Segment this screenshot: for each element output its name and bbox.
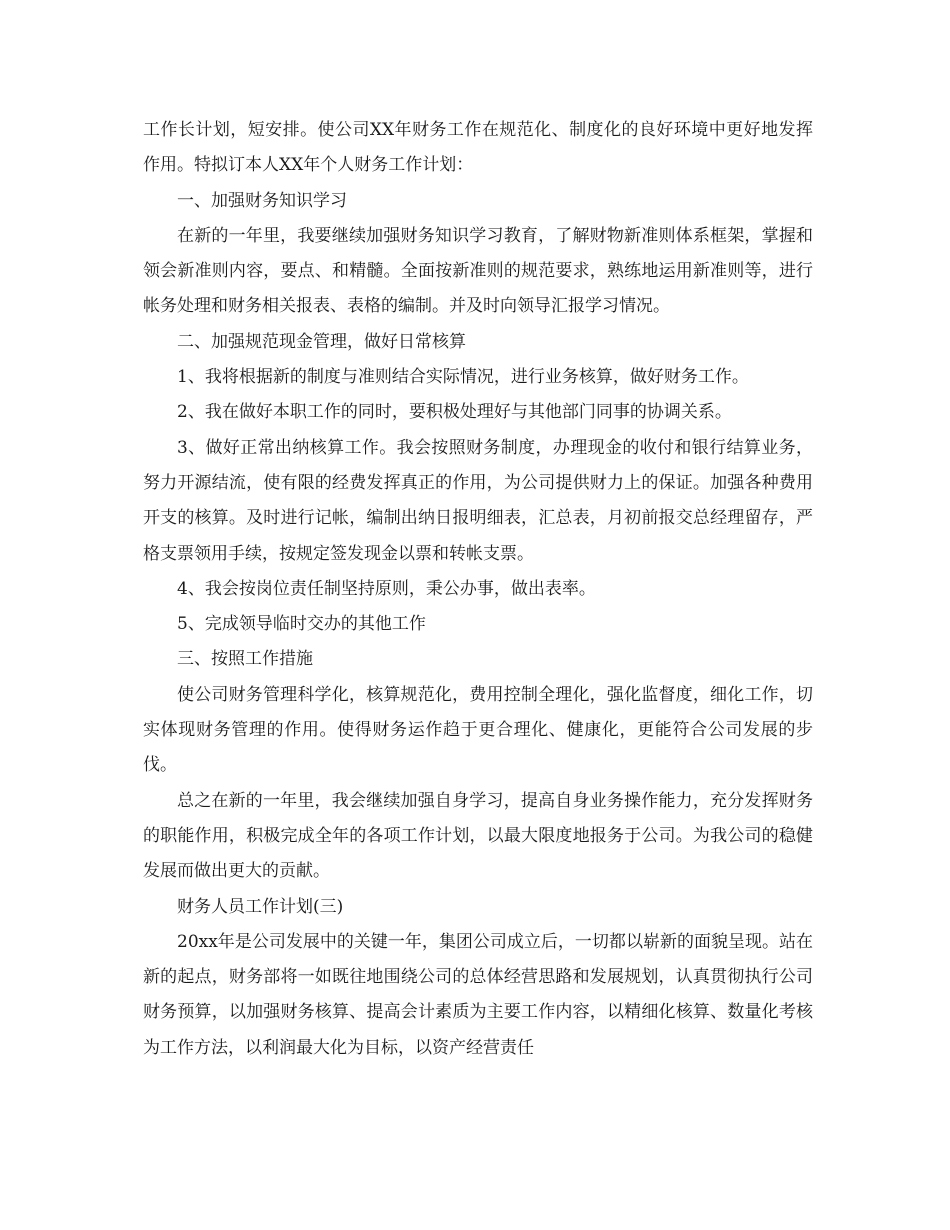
- document-subtitle: 财务人员工作计划(三): [177, 896, 344, 917]
- paragraph: 使公司财务管理科学化，核算规范化，费用控制全理化，强化监督度，细化工作，切实体现财务管理的作用。使得财务运作趋于更合理化、健康化，更能符合公司发展的步伐。: [143, 684, 813, 776]
- paragraph: 在新的一年里，我要继续加强财务知识学习教育，了解财物新准则体系框架，掌握和领会新准则内容，要点、和精髓。全面按新准则的规范要求，熟练地运用新准则等，进行帐务处理和财务相关报表、表格的编制。并及时向领导汇报学习情况。: [143, 225, 813, 317]
- paragraph: 20xx年是公司发展中的关键一年，集团公司成立后，一切都以崭新的面貌呈现。站在新的起点，财务部将一如既往地围绕公司的总体经营思路和发展规划，认真贯彻执行公司财务预算，以加强财务核算、提高会计素质为主要工作内容，以精细化核算、数量化考核为工作方法，以利润最大化为目标，以资产经营责任: [143, 931, 813, 1058]
- section-heading-1: 一、加强财务知识学习: [177, 190, 347, 211]
- list-item-2: 2、我在做好本职工作的同时，要积极处理好与其他部门同事的协调关系。: [177, 402, 732, 423]
- paragraph-intro: 工作长计划，短安排。使公司XX年财务工作在规范化、制度化的良好环境中更好地发挥作用。特拟订本人XX年个人财务工作计划：: [143, 120, 813, 176]
- list-item-5: 5、完成领导临时交办的其他工作: [177, 614, 426, 635]
- section-heading-2: 二、加强规范现金管理，做好日常核算: [177, 331, 466, 352]
- list-item-3: 3、做好正常出纳核算工作。我会按照财务制度，办理现金的收付和银行结算业务，努力开源结流，使有限的经费发挥真正的作用，为公司提供财力上的保证。加强各种费用开支的核算。及时进行记帐，编制出纳日报明细表，汇总表，月初前报交总经理留存，严格支票领用手续，按规定签发现金以票和转帐支票。: [143, 437, 813, 564]
- list-item-1: 1、我将根据新的制度与准则结合实际情况，进行业务核算，做好财务工作。: [177, 367, 749, 388]
- paragraph-summary: 总之在新的一年里，我会继续加强自身学习，提高自身业务操作能力，充分发挥财务的职能作用，积极完成全年的各项工作计划，以最大限度地报务于公司。为我公司的稳健发展而做出更大的贡献。: [143, 790, 813, 882]
- document-body: [143, 113, 813, 1066]
- list-item-4: 4、我会按岗位责任制坚持原则，秉公办事，做出表率。: [177, 578, 596, 599]
- section-heading-3: 三、按照工作措施: [177, 649, 313, 670]
